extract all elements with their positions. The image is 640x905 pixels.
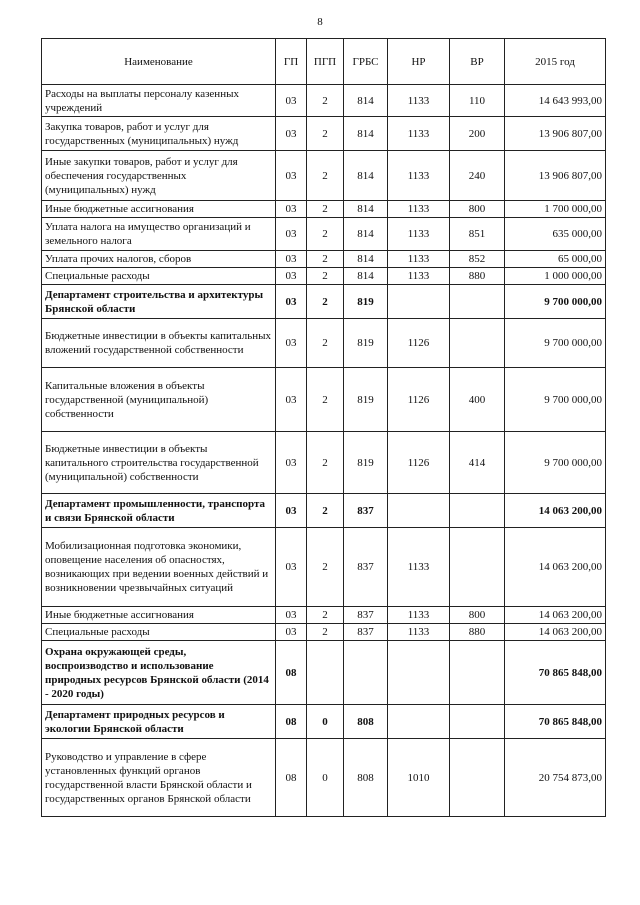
cell-pgp: 2 [307, 607, 344, 624]
cell-gp: 08 [276, 739, 307, 817]
cell-pgp: 2 [307, 218, 344, 251]
cell-amount: 14 643 993,00 [505, 85, 606, 117]
cell-amount: 14 063 200,00 [505, 607, 606, 624]
cell-vr: 852 [450, 251, 505, 268]
cell-nr: 1010 [388, 739, 450, 817]
cell-name: Капитальные вложения в объекты государственной (муниципальной) собственности [42, 368, 276, 432]
table-row [42, 494, 606, 528]
table-row [42, 201, 606, 218]
cell-amount: 9 700 000,00 [505, 319, 606, 368]
cell-gp: 03 [276, 432, 307, 494]
table-row [42, 251, 606, 268]
cell-name: Департамент природных ресурсов и экологии Брянской области [42, 705, 276, 739]
cell-grbs: 837 [344, 607, 388, 624]
cell-nr [388, 494, 450, 528]
cell-nr: 1126 [388, 319, 450, 368]
cell-gp: 03 [276, 494, 307, 528]
cell-pgp: 2 [307, 494, 344, 528]
cell-vr [450, 319, 505, 368]
header-grbs: ГРБС [344, 39, 388, 85]
cell-pgp: 2 [307, 319, 344, 368]
cell-name: Мобилизационная подготовка экономики, оповещение населения об опасностях, возникающих при ведении военных действий и возникновении чрезвычайных ситуаций [42, 528, 276, 607]
cell-grbs: 814 [344, 218, 388, 251]
cell-vr [450, 285, 505, 319]
cell-vr: 851 [450, 218, 505, 251]
cell-name: Иные закупки товаров, работ и услуг для обеспечения государственных (муниципальных) нужд [42, 151, 276, 201]
cell-grbs: 819 [344, 285, 388, 319]
cell-vr [450, 705, 505, 739]
cell-grbs: 819 [344, 432, 388, 494]
cell-gp: 03 [276, 268, 307, 285]
cell-name: Специальные расходы [42, 268, 276, 285]
cell-gp: 03 [276, 218, 307, 251]
cell-vr: 414 [450, 432, 505, 494]
cell-amount: 14 063 200,00 [505, 528, 606, 607]
table-row [42, 117, 606, 151]
cell-pgp: 2 [307, 624, 344, 641]
cell-vr: 200 [450, 117, 505, 151]
cell-grbs [344, 641, 388, 705]
cell-nr [388, 285, 450, 319]
cell-name: Бюджетные инвестиции в объекты капитального строительства государственной (муниципальной) собственности [42, 432, 276, 494]
cell-gp: 03 [276, 368, 307, 432]
cell-name: Закупка товаров, работ и услуг для государственных (муниципальных) нужд [42, 117, 276, 151]
cell-amount: 13 906 807,00 [505, 117, 606, 151]
cell-grbs: 837 [344, 494, 388, 528]
cell-grbs: 837 [344, 528, 388, 607]
cell-name: Бюджетные инвестиции в объекты капитальных вложений государственной собственности [42, 319, 276, 368]
cell-nr: 1133 [388, 85, 450, 117]
cell-amount: 1 700 000,00 [505, 201, 606, 218]
cell-vr: 880 [450, 268, 505, 285]
cell-vr: 800 [450, 607, 505, 624]
cell-gp: 08 [276, 705, 307, 739]
cell-pgp: 2 [307, 151, 344, 201]
cell-name: Иные бюджетные ассигнования [42, 201, 276, 218]
cell-grbs: 808 [344, 705, 388, 739]
cell-pgp: 2 [307, 528, 344, 607]
cell-vr [450, 494, 505, 528]
cell-gp: 03 [276, 607, 307, 624]
cell-name: Иные бюджетные ассигнования [42, 607, 276, 624]
header-pgp: ПГП [307, 39, 344, 85]
cell-name: Уплата прочих налогов, сборов [42, 251, 276, 268]
cell-nr: 1126 [388, 432, 450, 494]
table-row [42, 607, 606, 624]
cell-pgp: 2 [307, 251, 344, 268]
cell-nr: 1126 [388, 368, 450, 432]
cell-gp: 08 [276, 641, 307, 705]
header-row [42, 39, 606, 85]
cell-gp: 03 [276, 151, 307, 201]
cell-gp: 03 [276, 285, 307, 319]
cell-amount: 20 754 873,00 [505, 739, 606, 817]
table-row [42, 624, 606, 641]
header-nr: НР [388, 39, 450, 85]
table-row [42, 368, 606, 432]
cell-pgp: 2 [307, 201, 344, 218]
cell-pgp: 2 [307, 268, 344, 285]
cell-gp: 03 [276, 201, 307, 218]
cell-pgp: 2 [307, 117, 344, 151]
cell-grbs: 814 [344, 151, 388, 201]
cell-vr [450, 739, 505, 817]
table-row [42, 151, 606, 201]
cell-nr [388, 705, 450, 739]
cell-name: Расходы на выплаты персоналу казенных учреждений [42, 85, 276, 117]
cell-grbs: 808 [344, 739, 388, 817]
table-body [42, 85, 606, 817]
header-vr: ВР [450, 39, 505, 85]
cell-pgp: 0 [307, 705, 344, 739]
cell-amount: 9 700 000,00 [505, 432, 606, 494]
cell-grbs: 814 [344, 117, 388, 151]
cell-name: Департамент промышленности, транспорта и связи Брянской области [42, 494, 276, 528]
cell-pgp: 2 [307, 85, 344, 117]
budget-table [41, 38, 606, 817]
cell-nr: 1133 [388, 624, 450, 641]
header-name: Наименование [42, 39, 276, 85]
cell-pgp: 2 [307, 285, 344, 319]
table-row [42, 268, 606, 285]
cell-name: Специальные расходы [42, 624, 276, 641]
header-gp: ГП [276, 39, 307, 85]
cell-gp: 03 [276, 251, 307, 268]
cell-amount: 635 000,00 [505, 218, 606, 251]
cell-grbs: 819 [344, 368, 388, 432]
cell-amount: 65 000,00 [505, 251, 606, 268]
cell-nr: 1133 [388, 218, 450, 251]
cell-pgp: 2 [307, 368, 344, 432]
cell-nr: 1133 [388, 117, 450, 151]
cell-pgp [307, 641, 344, 705]
cell-amount: 13 906 807,00 [505, 151, 606, 201]
cell-gp: 03 [276, 624, 307, 641]
cell-gp: 03 [276, 85, 307, 117]
cell-pgp: 0 [307, 739, 344, 817]
cell-amount: 9 700 000,00 [505, 368, 606, 432]
cell-amount: 1 000 000,00 [505, 268, 606, 285]
cell-nr: 1133 [388, 151, 450, 201]
cell-name: Департамент строительства и архитектуры Брянской области [42, 285, 276, 319]
cell-vr [450, 641, 505, 705]
cell-vr: 240 [450, 151, 505, 201]
cell-amount: 14 063 200,00 [505, 624, 606, 641]
cell-name: Охрана окружающей среды, воспроизводство и использование природных ресурсов Брянской области (2014 - 2020 годы) [42, 641, 276, 705]
table-row [42, 285, 606, 319]
cell-amount: 9 700 000,00 [505, 285, 606, 319]
table-row [42, 528, 606, 607]
cell-amount: 70 865 848,00 [505, 705, 606, 739]
cell-name: Руководство и управление в сфере установленных функций органов государственной власти Брянской области и государственных органов Брянской области [42, 739, 276, 817]
table-row [42, 739, 606, 817]
cell-grbs: 819 [344, 319, 388, 368]
cell-vr: 110 [450, 85, 505, 117]
cell-amount: 70 865 848,00 [505, 641, 606, 705]
cell-vr: 800 [450, 201, 505, 218]
cell-amount: 14 063 200,00 [505, 494, 606, 528]
table-row [42, 432, 606, 494]
cell-nr [388, 641, 450, 705]
header-year: 2015 год [505, 39, 606, 85]
cell-name: Уплата налога на имущество организаций и земельного налога [42, 218, 276, 251]
cell-grbs: 837 [344, 624, 388, 641]
cell-vr: 400 [450, 368, 505, 432]
cell-grbs: 814 [344, 251, 388, 268]
cell-nr: 1133 [388, 607, 450, 624]
cell-nr: 1133 [388, 268, 450, 285]
cell-gp: 03 [276, 319, 307, 368]
page-number: 8 [317, 16, 323, 28]
cell-nr: 1133 [388, 528, 450, 607]
cell-vr [450, 528, 505, 607]
table-row [42, 85, 606, 117]
table-row [42, 705, 606, 739]
cell-nr: 1133 [388, 201, 450, 218]
table-row [42, 641, 606, 705]
cell-gp: 03 [276, 528, 307, 607]
cell-pgp: 2 [307, 432, 344, 494]
cell-grbs: 814 [344, 201, 388, 218]
cell-grbs: 814 [344, 85, 388, 117]
cell-grbs: 814 [344, 268, 388, 285]
table-row [42, 319, 606, 368]
cell-vr: 880 [450, 624, 505, 641]
cell-gp: 03 [276, 117, 307, 151]
table-row [42, 218, 606, 251]
cell-nr: 1133 [388, 251, 450, 268]
